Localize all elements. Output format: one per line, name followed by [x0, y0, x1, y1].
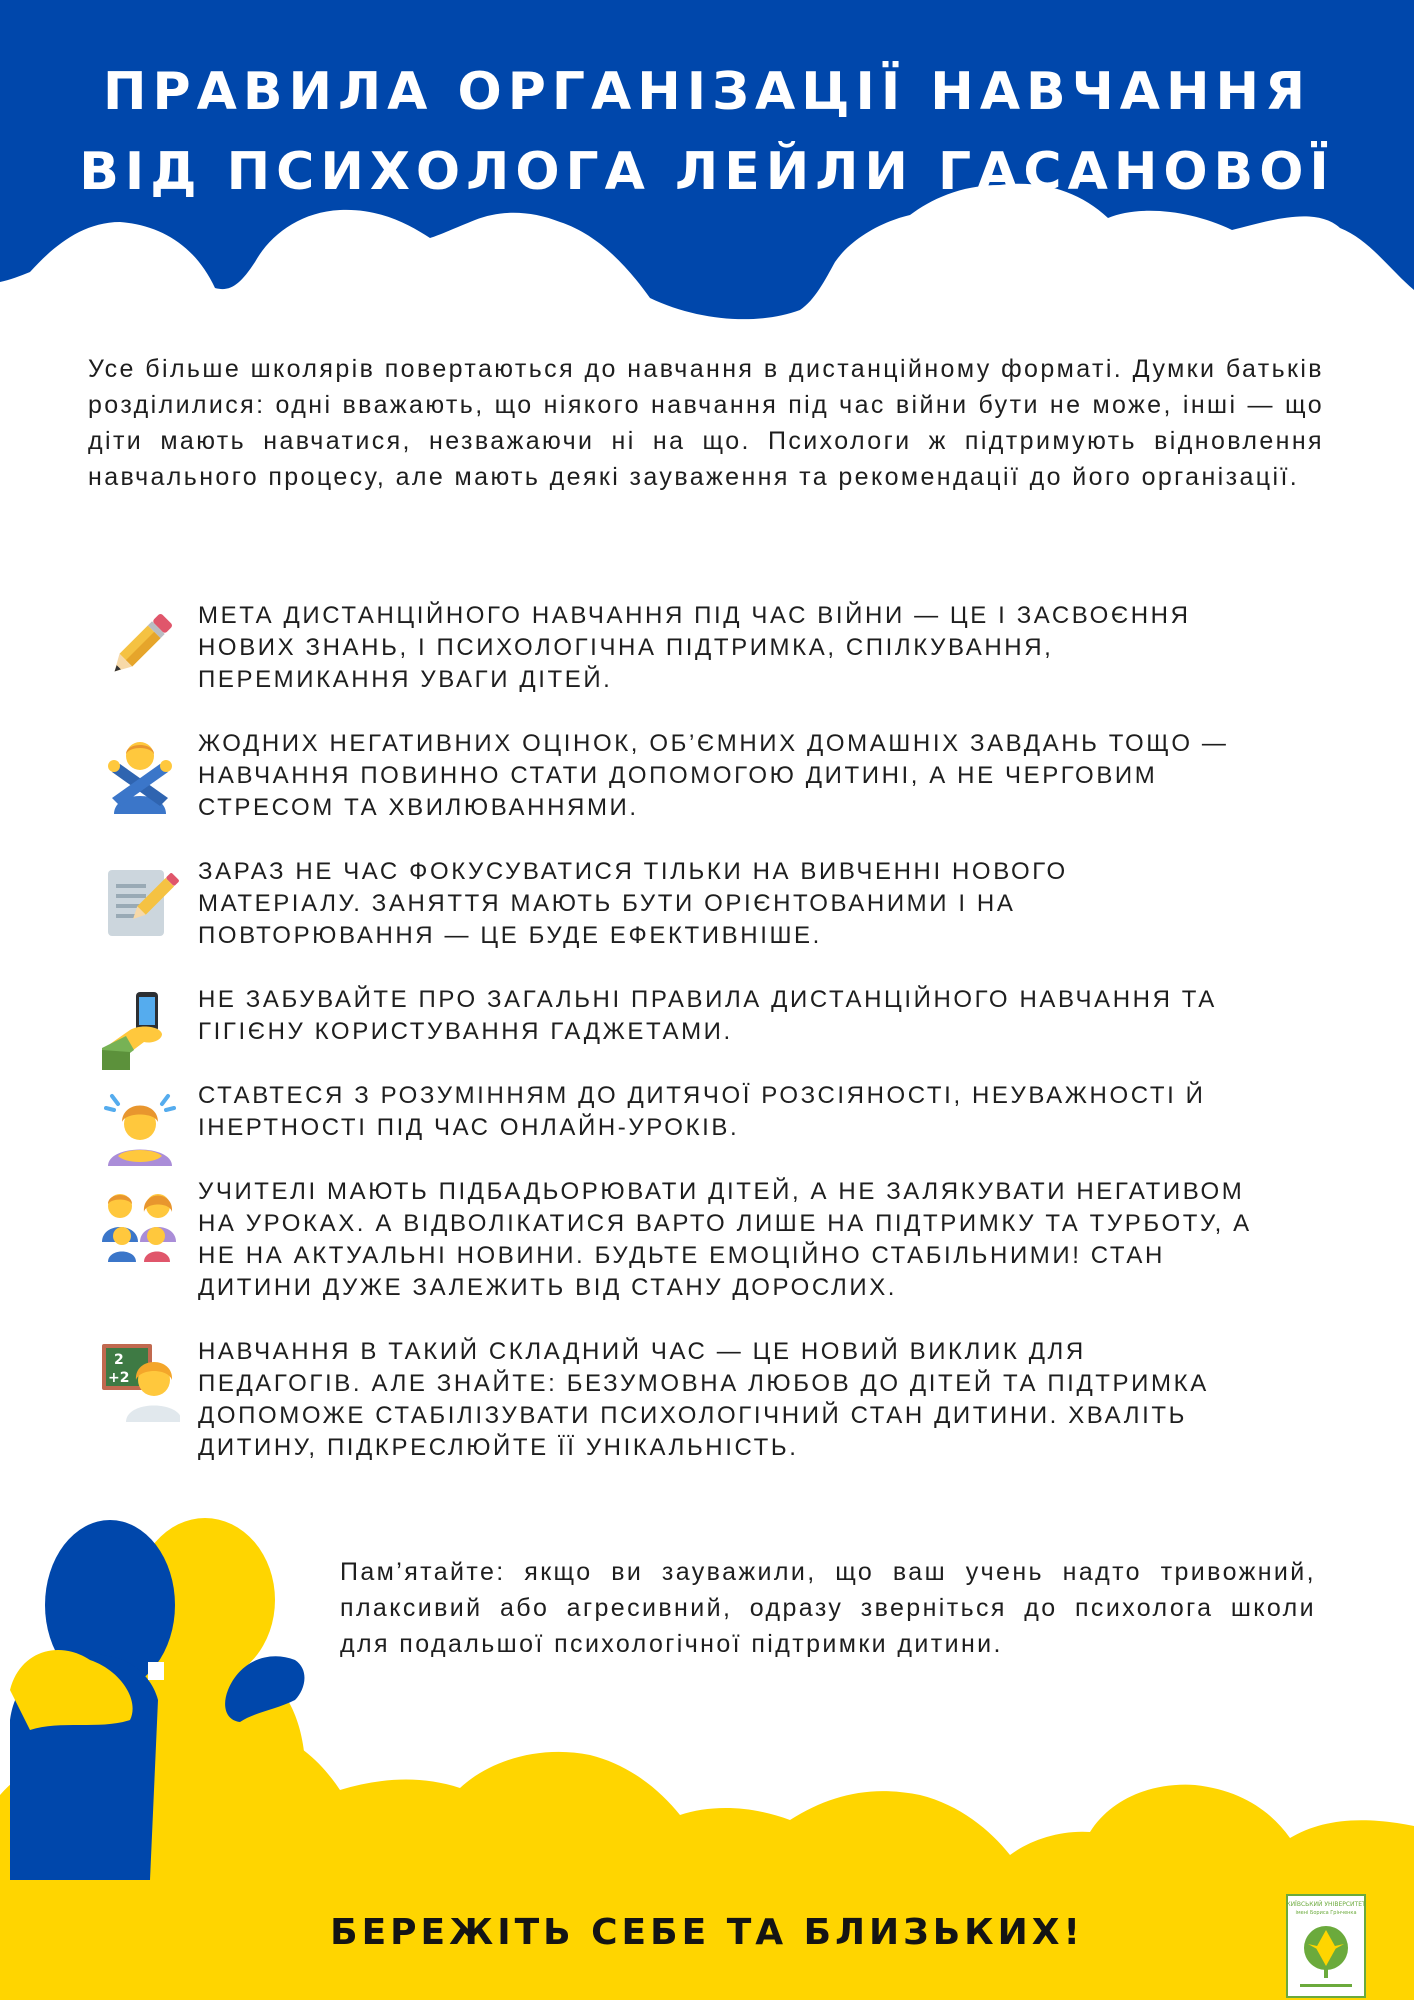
intro-paragraph: Усе більше школярів повертаються до навчання в дистанційному форматі. Думки батьків розділилися: одні вважають, що ніякого навчання під час війни бути не може, інші — що діти мають навчатися, незважаючи ні на що. Психологи ж підтримують відновлення навчального процесу, але мають деякі зауваження та рекомендації до його організації. — [88, 355, 1324, 491]
footer-slogan: БЕРЕЖІТЬ СЕБЕ ТА БЛИЗЬКИХ! — [330, 1912, 1084, 1953]
rule-text: ЖОДНИХ НЕГАТИВНИХ ОЦІНОК, ОБ’ЄМНИХ ДОМАШНІХ ЗАВДАНЬ ТОЩО — НАВЧАННЯ ПОВИННО СТАТИ ДОПОМОГОЮ ДИТИНІ, А НЕ ЧЕРГОВИМ СТРЕСОМ ТА ХВИЛЮВАННЯМИ. — [198, 730, 1229, 821]
title-line-1: ПРАВИЛА ОРГАНІЗАЦІЇ НАВЧАННЯ — [102, 62, 1312, 122]
hug-illustration — [10, 1518, 310, 1880]
crossed-arms-person-icon — [100, 734, 180, 814]
title-line-2: ВІД ПСИХОЛОГА ЛЕЙЛИ ГАСАНОВОЇ — [79, 142, 1335, 202]
selfie-phone-icon — [100, 990, 180, 1070]
person-bowing-icon — [100, 1086, 180, 1166]
memo-icon — [100, 862, 180, 942]
rule-text: ЗАРАЗ НЕ ЧАС ФОКУСУВАТИСЯ ТІЛЬКИ НА ВИВЧЕННІ НОВОГО МАТЕРІАЛУ. ЗАНЯТТЯ МАЮТЬ БУТИ ОРІЄНТОВАНИМИ І НА ПОВТОРЮВАННЯ — ЦЕ БУДЕ ЕФЕКТИВНІШЕ. — [198, 858, 1068, 949]
rule-text: НАВЧАННЯ В ТАКИЙ СКЛАДНИЙ ЧАС — ЦЕ НОВИЙ ВИКЛИК ДЛЯ ПЕДАГОГІВ. АЛЕ ЗНАЙТЕ: БЕЗУМОВНА ЛЮБОВ ДО ДІТЕЙ ТА ПІДТРИМКА ДОПОМОЖЕ СТАБІЛІЗУВАТИ ПСИХОЛОГІЧНИЙ СТАН ДИТИНИ. ХВАЛІТЬ ДИТИНУ, ПІДКРЕСЛЮЙТЕ ЇЇ УНІКАЛЬНІСТЬ. — [198, 1338, 1209, 1461]
university-logo — [1286, 1894, 1366, 1998]
family-icon — [100, 1182, 180, 1262]
rule-text: УЧИТЕЛІ МАЮТЬ ПІДБАДЬОРЮВАТИ ДІТЕЙ, А НЕ ЗАЛЯКУВАТИ НЕГАТИВОМ НА УРОКАХ. А ВІДВОЛІКАТИСЯ ВАРТО ЛИШЕ НА ПІДТРИМКУ ТА ТУРБОТУ, А НЕ НА АКТУАЛЬНІ НОВИНИ. БУДЬТЕ ЕМОЦІЙНО СТАБІЛЬНИМИ! СТАН ДИТИНИ ДУЖЕ ЗАЛЕЖИТЬ ВІД СТАНУ ДОРОСЛИХ. — [198, 1178, 1252, 1301]
logo-name-line-1: КИЇВСЬКИЙ УНІВЕРСИТЕТ — [1286, 1901, 1366, 1908]
board-digit: 2 — [114, 1352, 124, 1368]
page-title — [0, 52, 1414, 212]
rule-text: НЕ ЗАБУВАЙТЕ ПРО ЗАГАЛЬНІ ПРАВИЛА ДИСТАНЦІЙНОГО НАВЧАННЯ ТА ГІГІЄНУ КОРИСТУВАННЯ ГАДЖЕТАМИ. — [198, 986, 1217, 1045]
logo-name-line-2: імені Бориса Грінченка — [1295, 1910, 1357, 1916]
remember-paragraph: Пам’ятайте: якщо ви зауважили, що ваш учень надто тривожний, плаксивий або агресивний, одразу зверніться до психолога школи для подальшої психологічної підтримки дитини. — [340, 1558, 1316, 1658]
rule-text: СТАВТЕСЯ З РОЗУМІННЯМ ДО ДИТЯЧОЇ РОЗСІЯНОСТІ, НЕУВАЖНОСТІ Й ІНЕРТНОСТІ ПІД ЧАС ОНЛАЙН-УРОКІВ. — [198, 1082, 1206, 1141]
rule-text: МЕТА ДИСТАНЦІЙНОГО НАВЧАННЯ ПІД ЧАС ВІЙНИ — ЦЕ І ЗАСВОЄННЯ НОВИХ ЗНАНЬ, І ПСИХОЛОГІЧНА ПІДТРИМКА, СПІЛКУВАННЯ, ПЕРЕМИКАННЯ УВАГИ ДІТЕЙ. — [198, 602, 1191, 693]
pencil-icon — [100, 606, 180, 686]
teacher-icon — [100, 1342, 180, 1422]
board-sum: +2 — [108, 1370, 130, 1386]
